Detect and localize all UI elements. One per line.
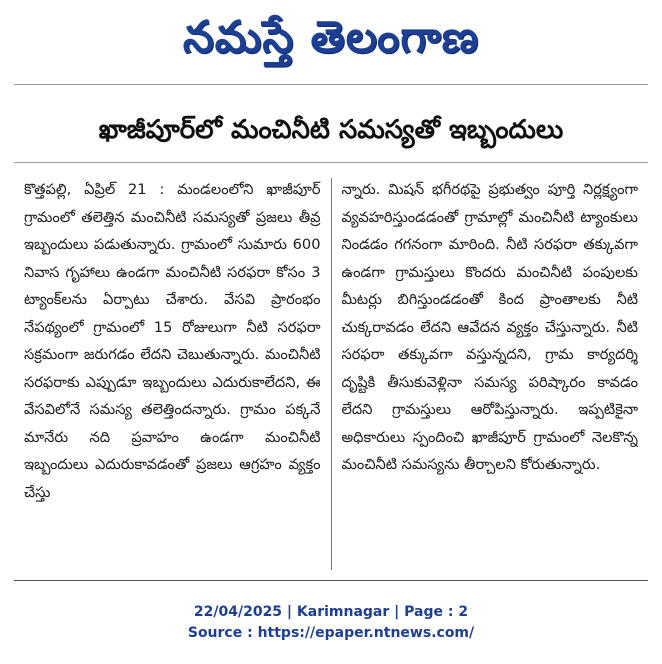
top-divider	[14, 84, 648, 85]
edition-info: 22/04/2025 | Karimnagar | Page : 2	[193, 604, 469, 620]
column-divider	[331, 178, 332, 570]
article-column-2	[341, 176, 638, 572]
bottom-divider	[14, 580, 648, 581]
article-column-1	[24, 176, 321, 572]
article-headline: ఖాజీపూర్‌లో మంచినీటి సమస్యతో ఇబ్బందులు	[98, 115, 564, 145]
source-link[interactable]: Source : https://epaper.ntnews.com/	[187, 625, 475, 641]
column-1-text: కొత్తపల్లి, ఏప్రిల్ 21 : మండలంలోని ఖాజీపూర్ గ్రామంలో తలెత్తిన మంచినీటి సమస్యతో ప్రజలు తీవ్ర ఇబ్బందులు పడుతున్నారు. గ్రామంలో సుమారు 600 నివాస గృహాలు ఉండగా మంచినీటి సరఫరా కోసం 3 ట్యాంక్‌లను ఏర్పాటు చేశారు. వేసవి ప్రారంభం నేపథ్యంలో గ్రామంలో 15 రోజులుగా నీటి సరఫరా సక్రమంగా జరుగడం లేదని చెబుతున్నారు. మంచినీటి సరఫరాకు ఎప్పుడూ ఇబ్బందులు ఎదురుకాలేదని, ఈ వేసవిలోనే సమస్య తలెత్తిందన్నారు. గ్రామం పక్కనే మానేరు నది ప్రవాహం ఉండగా మంచినీటి ఇబ్బందులు ఎదురుకావడంతో ప్రజలు ఆగ్రహం వ్యక్తం చేస్తు	[24, 181, 321, 501]
newspaper-title: నమస్తే తెలంగాణ	[182, 12, 480, 63]
headline-divider	[14, 162, 648, 163]
masthead	[0, 6, 662, 70]
column-2-text: న్నారు. మిషన్ భగీరథపై ప్రభుత్వం పూర్తి నిర్లక్ష్యంగా వ్యవహరిస్తుండడంతో గ్రామాల్లో మంచినీటి ట్యాంకులు నిండడం గగనంగా మారింది. నీటి సరఫరా తక్కువగా ఉండగా గ్రామస్తులు కొందరు మంచినీటి పంపులకు మీటర్లు బిగిస్తుండడంతో కింద ప్రాంతాలకు నీటి చుక్కరావడం లేదని ఆవేదన వ్యక్తం చేస్తున్నారు. నీటి సరఫరా తక్కువగా వస్తున్నదని, గ్రామ కార్యదర్శి దృష్టికి తీసుకువెళ్లినా సమస్య పరిష్కారం కావడం లేదని గ్రామస్తులు ఆరోపిస్తున్నారు. ఇప్పటికైనా అధికారులు స్పందించి ఖాజీపూర్ గ్రామంలో నెలకొన్న మంచినీటి సమస్యను తీర్చాలని కోరుతున్నారు.	[341, 181, 638, 473]
article-body	[24, 176, 638, 572]
